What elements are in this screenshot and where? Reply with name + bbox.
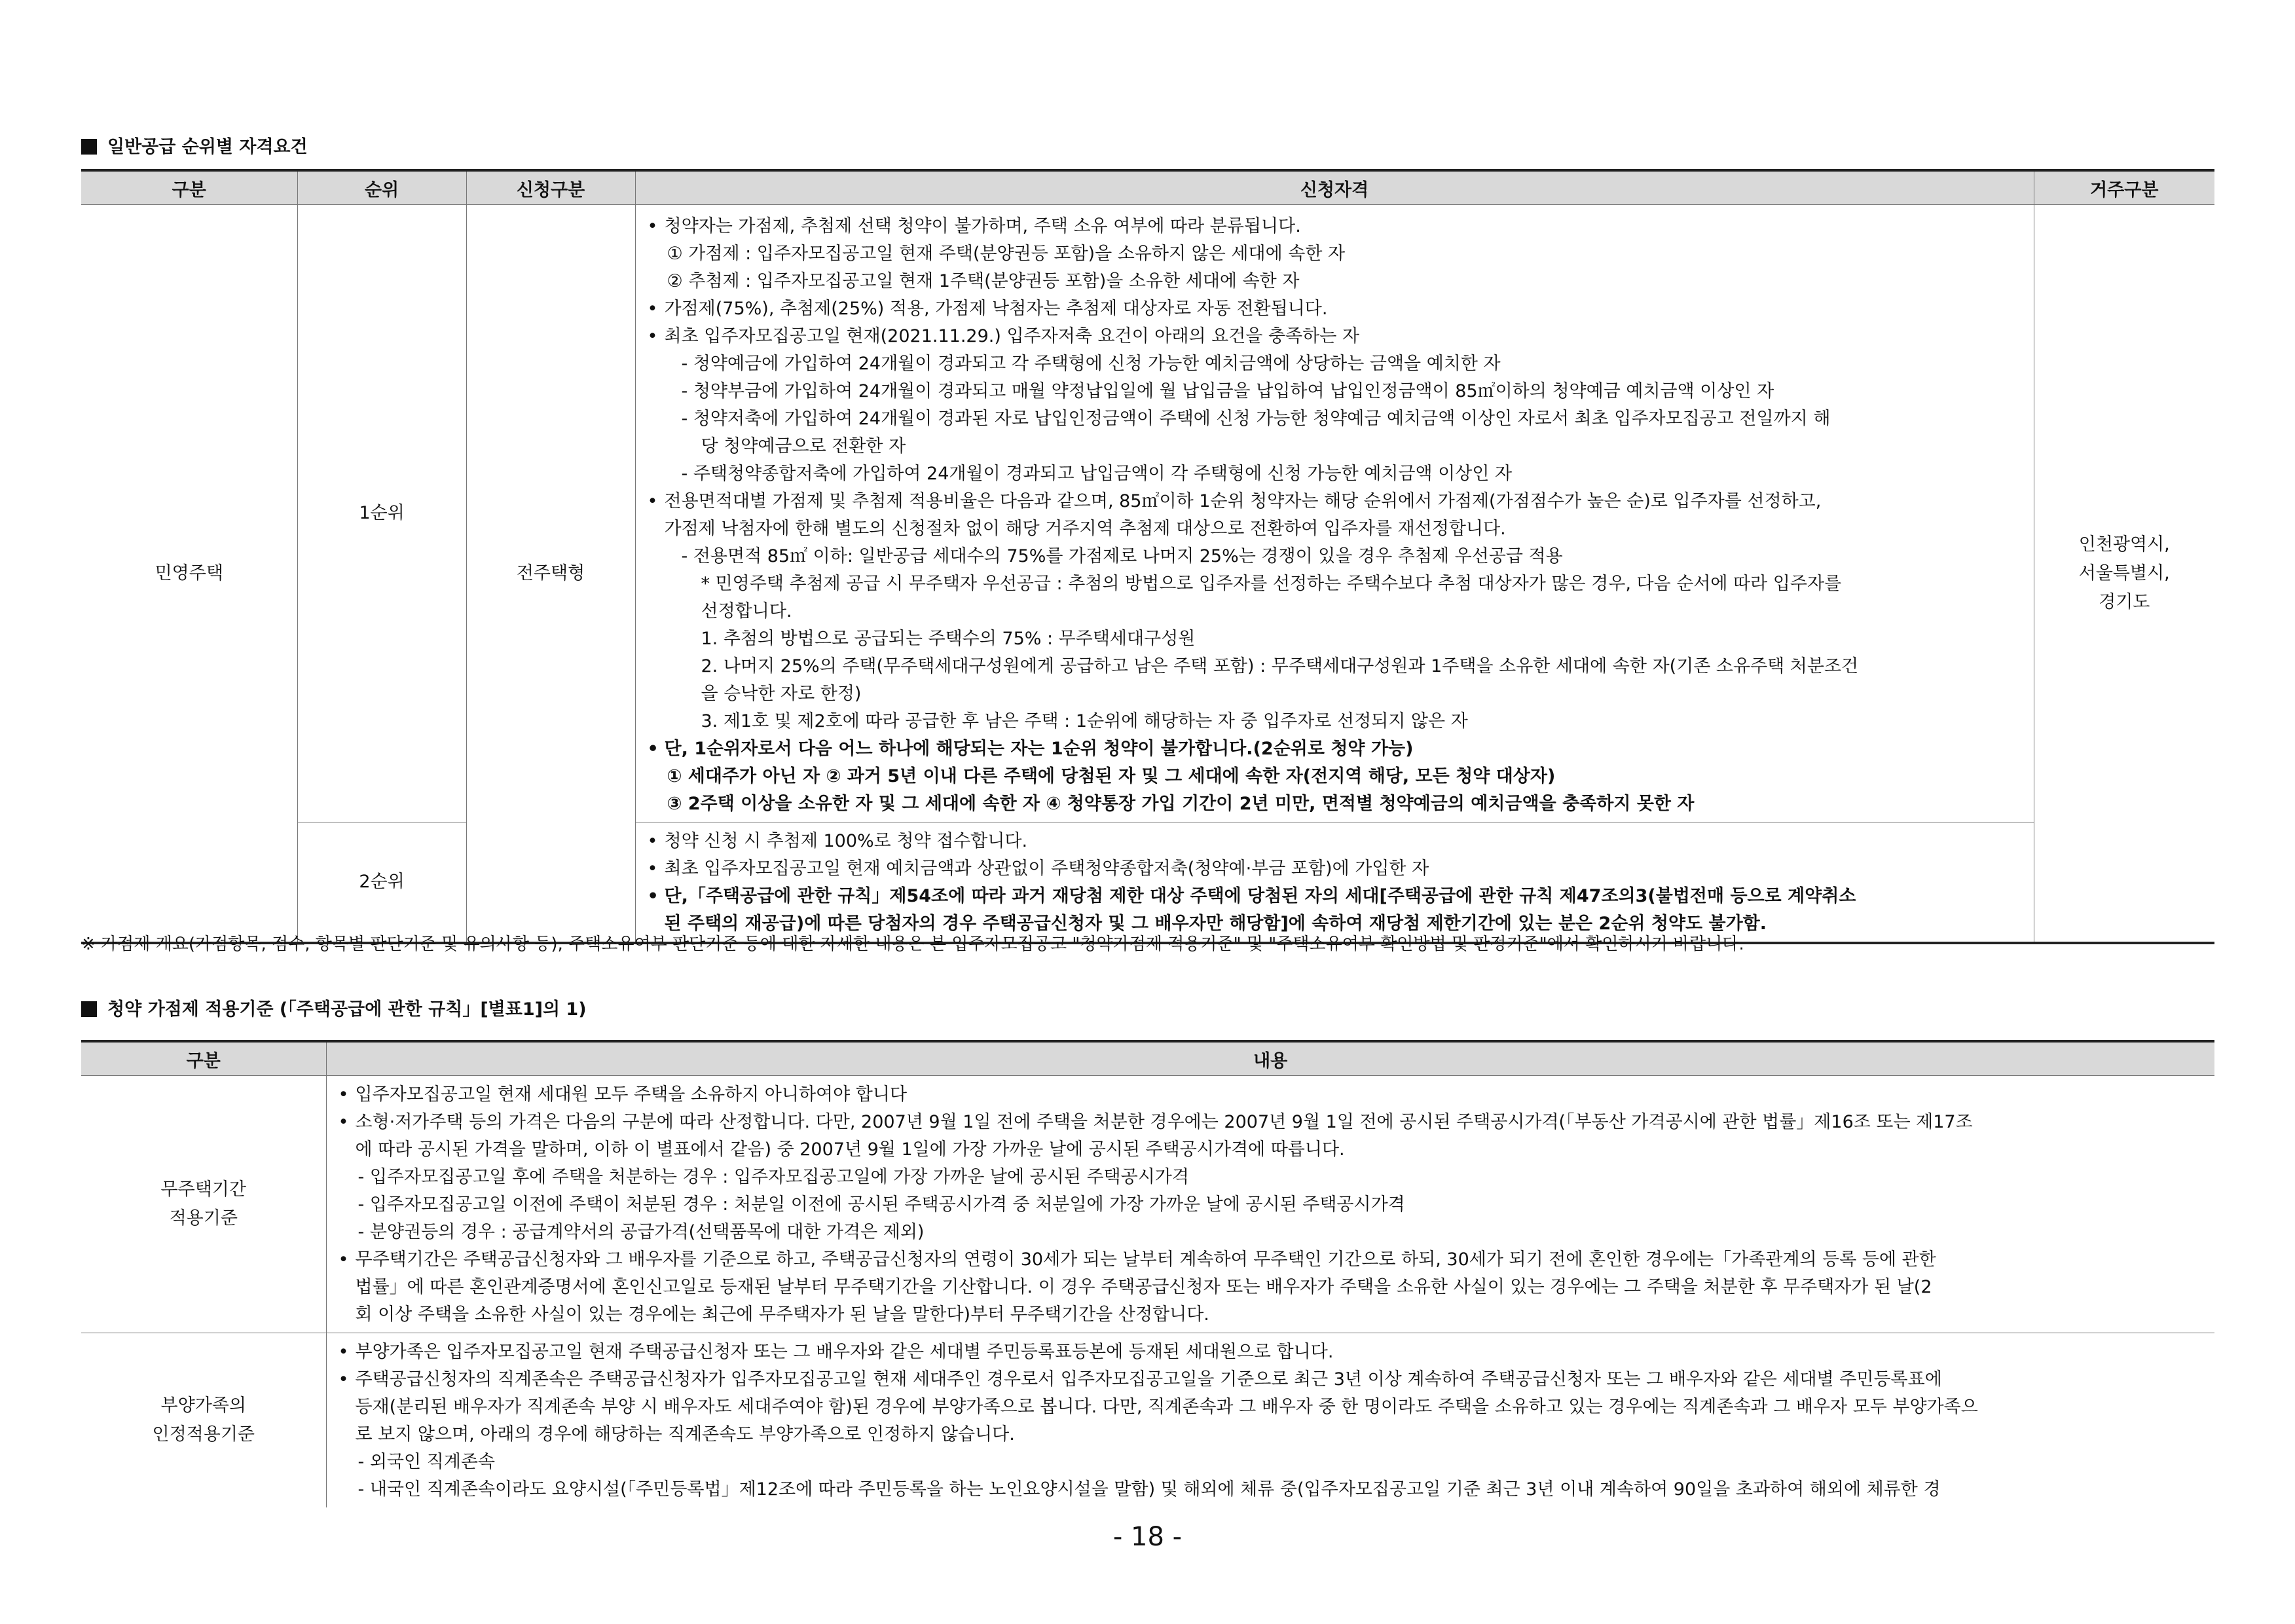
list-item: 1. 추첨의 방법으로 공급되는 주택수의 75% : 무주택세대구성원 (701, 629, 1196, 649)
list-item: ② 추첨제 : 입주자모집공고일 현재 1주택(분양권등 포함)을 소유한 세대에 속한 자 (667, 271, 1300, 291)
list-item: 2. 나머지 25%의 주택(무주택세대구성원에게 공급하고 남은 주택 포함) : 무주택세대구성원과 1주택을 소유한 세대에 속한 자(기존 소유주택 처분조건 (701, 656, 1859, 676)
list-item: 가점제 낙첨자에 한해 별도의 신청절차 없이 해당 거주지역 추첨제 대상으로 전환하여 입주자를 재선정합니다. (664, 519, 1506, 539)
list-item: - 입주자모집공고일 후에 주택을 처분하는 경우 : 입주자모집공고일에 가장 가까운 날에 공시된 주택공시가격 (358, 1167, 1189, 1187)
header-category: 구분 (81, 1041, 326, 1076)
eligibility-table (81, 169, 2214, 944)
list-item: ① 세대주가 아닌 자 ② 과거 5년 이내 다른 주택에 당첨된 자 및 그 세대에 속한 자(전지역 해당, 모든 청약 대상자) (667, 766, 1556, 786)
list-item: • 무주택기간은 주택공급신청자와 그 배우자를 기준으로 하고, 주택공급신청자의 연령이 30세가 되는 날부터 계속하여 무주택인 기간으로 하되, 30세가 되기 전에 혼인한 경우에는「가족관계의 등록 등에 관한 (339, 1246, 2203, 1274)
list-item: 법률」에 따른 혼인관계증명서에 혼인신고일로 등재된 날부터 무주택기간을 기산합니다. 이 경우 주택공급신청자 또는 배우자가 주택을 소유한 사실이 있는 경우에는 그 주택을 처분한 후 무주택자가 된 날(2 (355, 1277, 1932, 1297)
list-item: 된 주택의 재공급)에 따른 당첨자의 경우 주택공급신청자 및 그 배우자만 해당함]에 속하여 재당첨 제한기간에 있는 분은 2순위 청약도 불가함. (664, 913, 1767, 934)
apply-type-cell: 전주택형 (466, 205, 635, 944)
list-item: - 분양권등의 경우 : 공급계약서의 공급가격(선택품목에 대한 가격은 제외) (358, 1222, 925, 1242)
table-header-row (81, 170, 2214, 205)
footnote: ※ 가점제 개요(가점항목, 점수, 항목별 판단기준 및 유의사항 등), 주택소유여부 판단기준 등에 대한 자세한 내용은 본 입주자모집공고 "청약가점제 적용기준" 및 "주택소유여부 확인방법 및 판정기준"에서 확인하시기 바랍니다. (81, 934, 1744, 954)
square-bullet-icon (81, 1001, 97, 1017)
list-item: 3. 제1호 및 제2호에 따라 공급한 후 남은 주택 : 1순위에 해당하는 자 중 입주자로 선정되지 않은 자 (701, 711, 1468, 731)
list-item: • 입주자모집공고일 현재 세대원 모두 주택을 소유하지 아니하여야 합니다 (339, 1081, 2203, 1109)
rank1-qualification (635, 205, 2034, 822)
list-item: • 주택공급신청자의 직계존속은 주택공급신청자가 입주자모집공고일 현재 세대주인 경우로서 입주자모집공고일을 기준으로 최근 3년 이상 계속하여 주택공급신청자 또는 그 배우자와 같은 세대별 주민등록표에 (339, 1366, 2203, 1393)
row-label-line: 무주택기간 (160, 1179, 246, 1200)
rank2-row (81, 822, 2214, 944)
list-item: • 청약자는 가점제, 추첨제 선택 청약이 불가하며, 주택 소유 여부에 따라 분류됩니다. (648, 213, 2022, 240)
section2-title-text: 청약 가점제 적용기준 (「주택공급에 관한 규칙」[별표1]의 1) (107, 999, 587, 1020)
list-item: - 청약저축에 가입하여 24개월이 경과된 자로 납입인정금액이 주택에 신청 가능한 청약예금 예치금액 이상인 자로서 최초 입주자모집공고 전일까지 해 (681, 409, 1831, 429)
table-row (81, 1076, 2214, 1333)
list-item: ① 가점제 : 입주자모집공고일 현재 주택(분양권등 포함)을 소유하지 않은 세대에 속한 자 (667, 244, 1346, 264)
header-content: 내용 (326, 1041, 2214, 1076)
residence-line: 인천광역시, (2078, 534, 2170, 555)
row-content-homeless-period (326, 1076, 2214, 1333)
residence-cell (2034, 205, 2214, 944)
row-label-line: 인정적용기준 (152, 1424, 255, 1445)
list-item: 당 청약예금으로 전환한 자 (701, 436, 906, 456)
rank1-label: 1순위 (297, 205, 466, 822)
header-category: 구분 (81, 170, 297, 205)
rank2-qualification (635, 822, 2034, 944)
row-label-line: 적용기준 (169, 1208, 238, 1228)
row-content-dependents (326, 1333, 2214, 1508)
point-system-table (81, 1040, 2214, 1507)
list-item: 에 따라 공시된 가격을 말하며, 이하 이 별표에서 같음) 중 2007년 9월 1일에 가장 가까운 날에 공시된 주택공시가격에 따릅니다. (355, 1139, 1345, 1160)
rank2-label: 2순위 (297, 822, 466, 944)
page-number: - 18 - (1112, 1522, 1183, 1552)
list-item: - 청약예금에 가입하여 24개월이 경과되고 각 주택형에 신청 가능한 예치금액에 상당하는 금액을 예치한 자 (681, 354, 1501, 374)
list-item: - 입주자모집공고일 이전에 주택이 처분된 경우 : 처분일 이전에 공시된 주택공시가격 중 처분일에 가장 가까운 날에 공시된 주택공시가격 (358, 1194, 1405, 1215)
list-item: * 민영주택 추첨제 공급 시 무주택자 우선공급 : 추첨의 방법으로 입주자를 선정하는 주택수보다 추첨 대상자가 많은 경우, 다음 순서에 따라 입주자를 (701, 574, 1842, 594)
section1-title (81, 134, 308, 160)
list-item: - 내국인 직계존속이라도 요양시설(「주민등록법」제12조에 따라 주민등록을 하는 노인요양시설을 말함) 및 해외에 체류 중(입주자모집공고일 기준 최근 3년 이내 계속하여 90일을 초과하여 해외에 체류한 경 (358, 1479, 1941, 1500)
list-item: • 단, 1순위자로서 다음 어느 하나에 해당되는 자는 1순위 청약이 불가합니다.(2순위로 청약 가능) (648, 735, 2022, 763)
list-item: • 최초 입주자모집공고일 현재 예치금액과 상관없이 주택청약종합저축(청약예·부금 포함)에 가입한 자 (648, 855, 2022, 883)
row-label-homeless-period (81, 1076, 326, 1333)
header-rank: 순위 (297, 170, 466, 205)
table-row (81, 1333, 2214, 1508)
list-item: - 전용면적 85㎡ 이하: 일반공급 세대수의 75%를 가점제로 나머지 25%는 경쟁이 있을 경우 추첨제 우선공급 적용 (681, 546, 1563, 566)
table-header-row (81, 1041, 2214, 1076)
list-item: 회 이상 주택을 소유한 사실이 있는 경우에는 최근에 무주택자가 된 날을 말한다)부터 무주택기간을 산정합니다. (355, 1304, 1209, 1325)
header-qualification: 신청자격 (635, 170, 2034, 205)
list-item: ③ 2주택 이상을 소유한 자 및 그 세대에 속한 자 ④ 청약통장 가입 기간이 2년 미만, 면적별 청약예금의 예치금액을 충족하지 못한 자 (667, 794, 1695, 814)
list-item: • 부양가족은 입주자모집공고일 현재 주택공급신청자 또는 그 배우자와 같은 세대별 주민등록표등본에 등재된 세대원으로 합니다. (339, 1338, 2203, 1366)
residence-line: 서울특별시, (2078, 563, 2170, 583)
header-apply-type: 신청구분 (466, 170, 635, 205)
list-item: • 가점제(75%), 추첨제(25%) 적용, 가점제 낙첨자는 추첨제 대상자로 자동 전환됩니다. (648, 295, 2022, 323)
list-item: • 소형·저가주택 등의 가격은 다음의 구분에 따라 산정합니다. 다만, 2007년 9월 1일 전에 주택을 처분한 경우에는 2007년 9월 1일 전에 공시된 주택공시가격(「부동산 가격공시에 관한 법률」제16조 또는 제17조 (339, 1109, 2203, 1136)
header-residence: 거주구분 (2034, 170, 2214, 205)
list-item: 을 승낙한 자로 한정) (701, 684, 862, 704)
list-item: 로 보지 않으며, 아래의 경우에 해당하는 직계존속도 부양가족으로 인정하지 않습니다. (355, 1424, 1015, 1445)
rank1-row (81, 205, 2214, 822)
row-label-dependents (81, 1333, 326, 1508)
list-item: - 청약부금에 가입하여 24개월이 경과되고 매월 약정납입일에 월 납입금을 납입하여 납입인정금액이 85㎡이하의 청약예금 예치금액 이상인 자 (681, 381, 1774, 401)
list-item: - 주택청약종합저축에 가입하여 24개월이 경과되고 납입금액이 각 주택형에 신청 가능한 예치금액 이상인 자 (681, 464, 1513, 484)
list-item: - 외국인 직계존속 (358, 1452, 495, 1472)
square-bullet-icon (81, 139, 97, 155)
list-item: 선정합니다. (701, 601, 792, 621)
section2-title (81, 997, 587, 1023)
residence-line: 경기도 (2099, 591, 2150, 612)
list-item: • 최초 입주자모집공고일 현재(2021.11.29.) 입주자저축 요건이 아래의 요건을 충족하는 자 (648, 323, 2022, 350)
list-item: 등재(분리된 배우자가 직계존속 부양 시 배우자도 세대주여야 함)된 경우에 부양가족으로 봅니다. 다만, 직계존속과 그 배우자 중 한 명이라도 주택을 소유하고 있는 경우에는 직계존속과 그 배우자 모두 부양가족으 (355, 1397, 1978, 1417)
row-label-line: 부양가족의 (160, 1395, 246, 1416)
list-item: • 청약 신청 시 추첨제 100%로 청약 접수합니다. (648, 828, 2022, 855)
list-item: • 전용면적대별 가점제 및 추첨제 적용비율은 다음과 같으며, 85㎡이하 1순위 청약자는 해당 순위에서 가점제(가점점수가 높은 순)로 입주자를 선정하고, (648, 488, 2022, 515)
category-cell: 민영주택 (81, 205, 297, 944)
list-item: • 단,「주택공급에 관한 규칙」제54조에 따라 과거 재당첨 제한 대상 주택에 당첨된 자의 세대[주택공급에 관한 규칙 제47조의3(불법전매 등으로 계약취소 (648, 883, 2022, 910)
section1-title-text: 일반공급 순위별 자격요건 (107, 137, 308, 157)
